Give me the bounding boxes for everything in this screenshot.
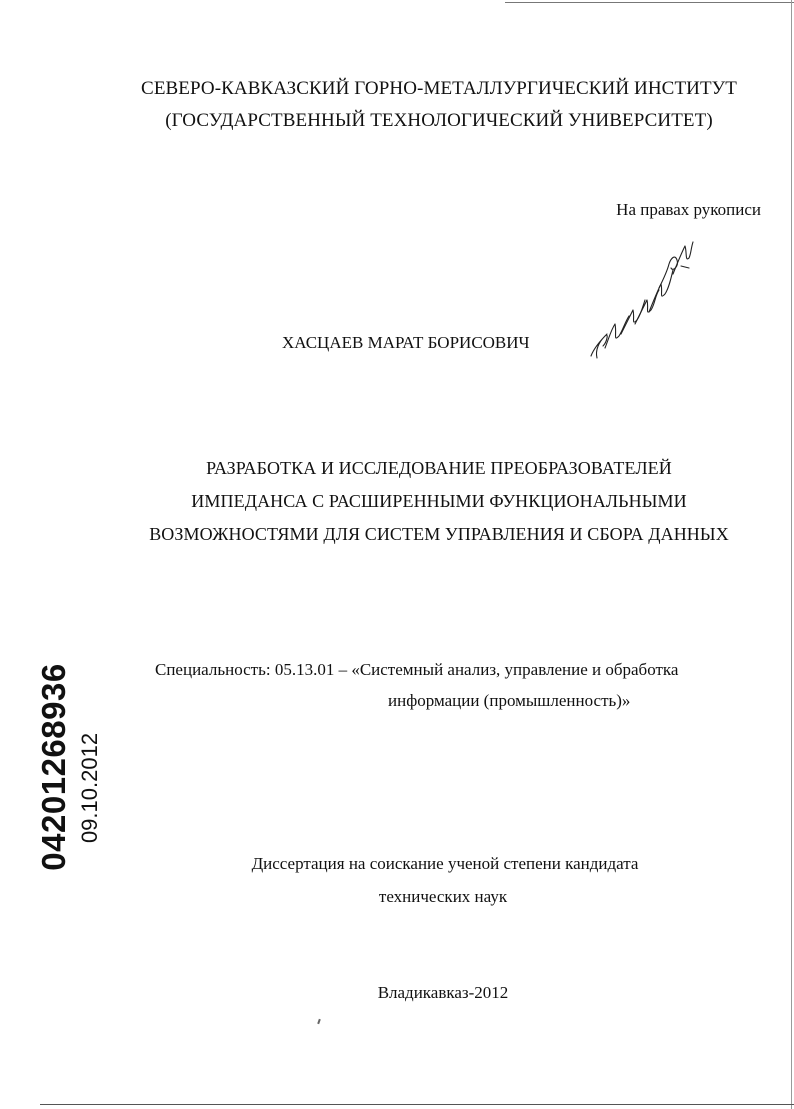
degree-statement-line-1: Диссертация на соискание ученой степени кандидата [251,854,639,873]
dissertation-title-line-1: РАЗРАБОТКА И ИССЛЕДОВАНИЕ ПРЕОБРАЗОВАТЕЛЕЙ [206,458,672,478]
degree-statement-line-2: технических наук [378,887,508,906]
author-name: ХАСЦАЕВ МАРАТ БОРИСОВИЧ [282,333,530,352]
scan-speck [317,1019,321,1024]
handwritten-signature [585,238,695,363]
scan-edge-right [791,0,792,1109]
dissertation-title-line-2: ИМПЕДАНСА С РАСШИРЕННЫМИ ФУНКЦИОНАЛЬНЫМИ [191,491,687,511]
specialty-line-2: информации (промышленность)» [388,691,631,710]
institute-status: (ГОСУДАРСТВЕННЫЙ ТЕХНОЛОГИЧЕСКИЙ УНИВЕРСИТЕТ) [165,110,713,131]
scan-edge-top [505,2,794,3]
specialty-line-1: Специальность: 05.13.01 – «Системный анализ, управление и обработка [155,660,679,679]
library-stamp-date: 09.10.2012 [77,732,102,844]
dissertation-title-line-3: ВОЗМОЖНОСТЯМИ ДЛЯ СИСТЕМ УПРАВЛЕНИЯ И СБОРА ДАННЫХ [149,524,729,544]
institute-name: СЕВЕРО-КАВКАЗСКИЙ ГОРНО-МЕТАЛЛУРГИЧЕСКИЙ ИНСТИТУТ [141,78,737,99]
city-year: Владикавказ-2012 [377,983,509,1002]
library-stamp-number: 04201268936 [35,663,72,871]
scan-edge-bottom [40,1104,794,1105]
manuscript-note: На правах рукописи [616,200,761,219]
